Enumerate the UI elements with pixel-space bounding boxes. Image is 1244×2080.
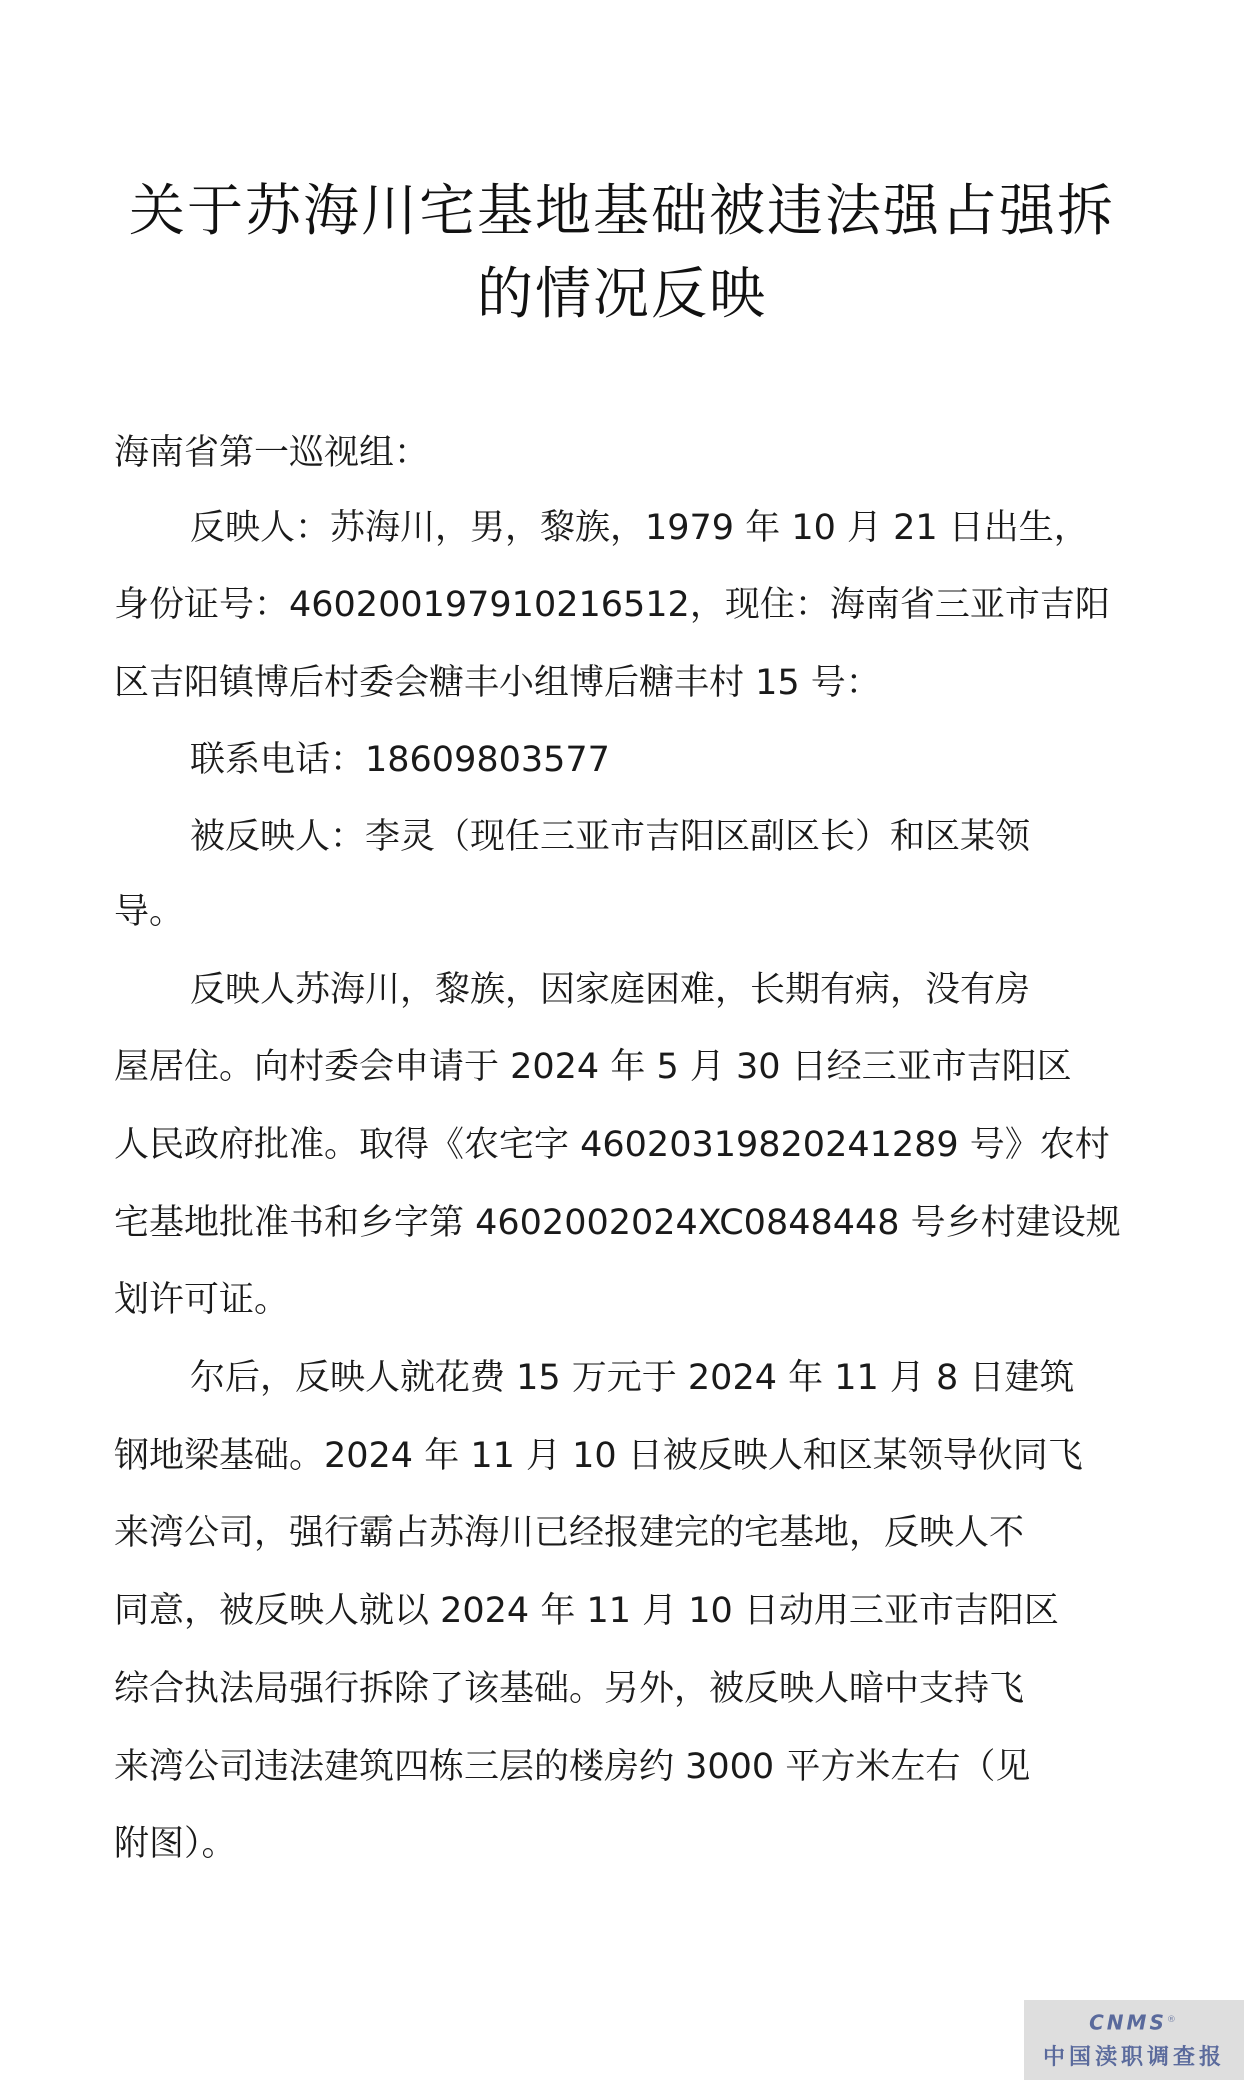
reporter-address-line: 区吉阳镇博后村委会糖丰小组博后糖丰村 15 号： xyxy=(114,663,881,703)
reporter-info-line: 反映人：苏海川，男，黎族，1979 年 10 月 21 日出生， xyxy=(190,508,1089,548)
paragraph-1-line-1: 反映人苏海川，黎族，因家庭困难，长期有病，没有房 xyxy=(190,970,1031,1010)
paragraph-2-line-3: 来湾公司，强行霸占苏海川已经报建完的宅基地，反映人不 xyxy=(114,1513,1025,1553)
document-title-line-2: 的情况反映 xyxy=(477,262,767,327)
watermark-name: 中国渎职调查报 xyxy=(1042,2043,1225,2070)
reporter-id-line: 身份证号：460200197910216512，现住：海南省三亚市吉阳 xyxy=(114,585,1110,625)
paragraph-2-line-6: 来湾公司违法建筑四栋三层的楼房约 3000 平方米左右（见 xyxy=(114,1747,1031,1787)
document-title-line-1: 关于苏海川宅基地基础被违法强占强拆 xyxy=(129,179,1115,244)
watermark-badge xyxy=(1024,2000,1244,2080)
paragraph-2-line-7: 附图）。 xyxy=(114,1824,237,1864)
paragraph-2-line-2: 钢地梁基础。2024 年 11 月 10 日被反映人和区某领导伙同飞 xyxy=(114,1436,1083,1476)
watermark-logo-text: CNMS xyxy=(1089,2010,1167,2035)
paragraph-1-line-3: 人民政府批准。取得《农宅字 46020319820241289 号》农村 xyxy=(114,1125,1110,1165)
reporter-phone-line: 联系电话：18609803577 xyxy=(190,740,610,780)
watermark-logo xyxy=(1024,2008,1244,2035)
reported-person-line-cont: 导。 xyxy=(114,892,185,932)
paragraph-1-line-2: 屋居住。向村委会申请于 2024 年 5 月 30 日经三亚市吉阳区 xyxy=(114,1047,1072,1087)
addressee: 海南省第一巡视组： xyxy=(114,433,430,473)
paragraph-1-line-5: 划许可证。 xyxy=(114,1280,290,1320)
paragraph-2-line-5: 综合执法局强行拆除了该基础。另外，被反映人暗中支持飞 xyxy=(114,1669,1025,1709)
paragraph-2-line-1: 尔后，反映人就花费 15 万元于 2024 年 11 月 8 日建筑 xyxy=(190,1358,1075,1398)
reported-person-line: 被反映人：李灵（现任三亚市吉阳区副区长）和区某领 xyxy=(190,817,1031,857)
paragraph-2-line-4: 同意，被反映人就以 2024 年 11 月 10 日动用三亚市吉阳区 xyxy=(114,1591,1059,1631)
registered-mark-icon: ® xyxy=(1166,2015,1179,2025)
paragraph-1-line-4: 宅基地批准书和乡字第 4602002024XC0848448 号乡村建设规 xyxy=(114,1203,1121,1243)
